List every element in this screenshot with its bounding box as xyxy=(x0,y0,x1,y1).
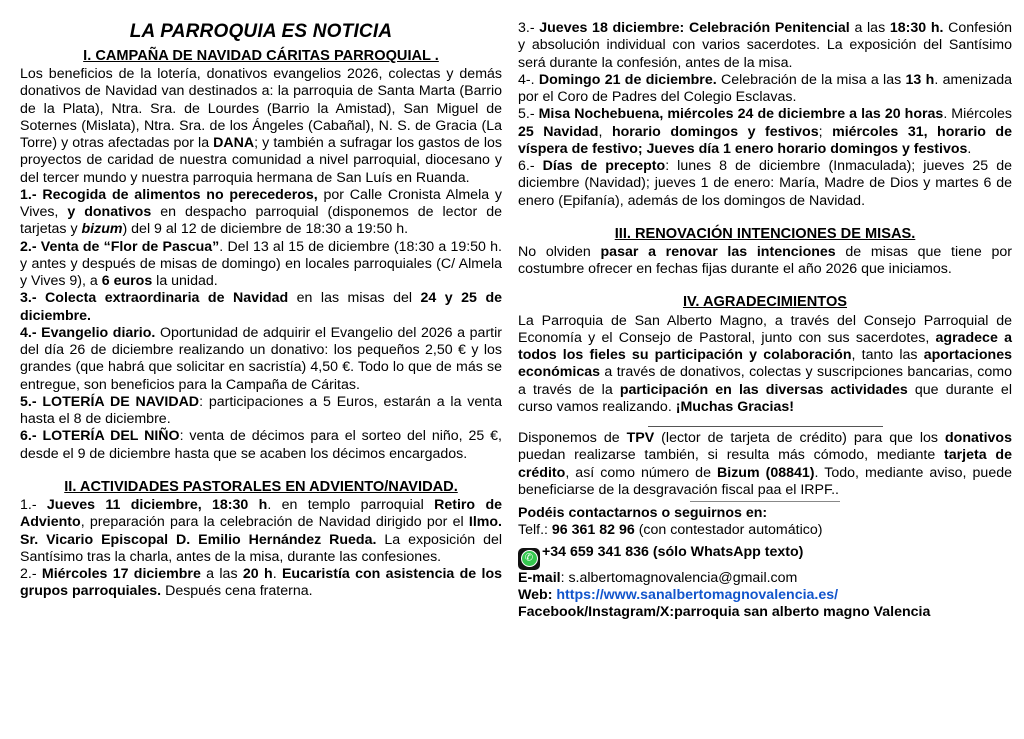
pastoral-item-3 xyxy=(518,20,1012,72)
section-iv-heading xyxy=(518,294,1012,311)
phone-line xyxy=(518,522,1012,539)
text-run: en las misas del xyxy=(288,290,421,307)
text-run: . Miércoles xyxy=(943,106,1013,123)
text-run: 96 361 82 96 xyxy=(551,522,635,539)
web-link[interactable]: https://www.sanalbertomagnovalencia.es/ xyxy=(556,586,839,603)
text-run: I. CAMPAÑA DE NAVIDAD CÁRITAS PARROQUIAL . xyxy=(83,48,439,64)
text-run: : lunes 8 de diciembre (Inmaculada); jueves 25 de diciembre (Navidad); jueves 1 de enero: María, Madre de Dios y martes 6 de enero (Epifanía), además de los domingos de Navidad. xyxy=(518,158,1012,209)
text-run: Eucaristía con asistencia de los grupos parroquiales. xyxy=(20,566,503,600)
text-run: Domingo 21 de diciembre. xyxy=(538,71,717,88)
text-run: LA PARROQUIA ES NOTICIA xyxy=(129,21,393,42)
text-run: , tanto las xyxy=(851,347,924,364)
text-run: Telf.: xyxy=(518,522,552,539)
text-run: , así como número de xyxy=(565,464,718,481)
spacer xyxy=(518,416,1012,424)
text-run: TPV xyxy=(626,430,655,447)
text-run: participación en las diversas actividades xyxy=(619,381,908,398)
text-run: . xyxy=(967,140,972,157)
contact-header xyxy=(518,505,1012,522)
text-run: Confesión y absolución individual con varios sacerdotes. La exposición del Santísimo será durante la confesión, antes de la misa. xyxy=(518,20,1013,71)
text-run: que durante el curso vamos realizando. xyxy=(518,381,1012,415)
text-run: Oportunidad de adquirir el Evangelio del 2026 a partir del día 26 de diciembre realizando un donativo: los pequeños 2,50 € y los grandes (que habrá que solicitar en sacristía) 4,50 €. Todo lo que de más se entregue, son beneficios para la Campaña de Cáritas. xyxy=(20,324,502,393)
right-column xyxy=(518,20,1012,739)
text-run: . amenizada por el Coro de Padres del Colegio Esclavas. xyxy=(518,71,1012,105)
text-run: , xyxy=(598,123,612,140)
text-run: ¡Muchas Gracias! xyxy=(675,398,794,415)
pastoral-item-5 xyxy=(518,106,1012,158)
text-run: puedan realizarse también, si resulta más cómodo, mediante xyxy=(518,447,945,464)
text-run: pasar a renovar las intenciones xyxy=(600,243,836,260)
text-run: 3.- Colecta extraordinaria de Navidad xyxy=(20,290,289,307)
text-run: tarjeta de crédito xyxy=(518,447,1012,481)
text-run: La Parroquia de San Alberto Magno, a través del Consejo Parroquial de Economía y el Consejo de Pastoral, junto con sus sacerdotes, xyxy=(518,312,1012,346)
pastoral-item-6 xyxy=(518,158,1012,210)
text-run: 20 h xyxy=(242,566,273,583)
divider-rule xyxy=(648,426,883,427)
phone-glyph: ✆ xyxy=(521,550,538,567)
text-run: . en templo parroquial xyxy=(267,497,435,514)
text-run: ; xyxy=(818,123,833,140)
text-run: 4-. xyxy=(518,71,539,88)
text-run: +34 659 341 836 (sólo WhatsApp texto) xyxy=(542,543,804,560)
text-run: : s.albertomagnovalencia@gmail.com xyxy=(560,569,798,586)
pastoral-item-1 xyxy=(20,497,502,566)
text-run: IV. AGRADECIMIENTOS xyxy=(682,294,848,311)
text-run: Facebook/Instagram/X:parroquia san alberto magno Valencia xyxy=(518,604,931,621)
text-run: La exposición del Santísimo tras la charla, antes de la misa, durante las confesiones. xyxy=(20,531,502,565)
text-run: Jueves 18 diciembre: Celebración Penitencial xyxy=(539,20,850,36)
text-run: Retiro de Adviento xyxy=(20,497,502,531)
section-i-heading xyxy=(20,48,502,65)
text-run: Celebración de la misa a las xyxy=(716,71,906,88)
text-run: Los beneficios de la lotería, donativos evangelios 2026, colectas y demás donativos de Navidad van destinados a: la parroquia de Santa Marta (Barrio de la Plata), Ntra. Sra. de Lourdes (Barrio la Amistad), San Miguel de Soternes (Mislata), Ntra. Sra. de los Ángeles (Cabañal), N. S. de Gracia (La Torre) y otras afectadas por la xyxy=(20,66,502,152)
whatsapp-icon xyxy=(518,548,540,570)
text-run: 4.- Evangelio diario. xyxy=(20,324,156,341)
text-run: III. RENOVACIÓN INTENCIONES DE MISAS. xyxy=(614,225,916,242)
text-run: donativos xyxy=(944,430,1012,447)
text-run: miércoles 31, horario de víspera de festivo; Jueves día 1 enero horario domingos y festivos xyxy=(518,123,1012,157)
text-run: agradece a todos los fieles su participación y colaboración xyxy=(518,329,1012,364)
text-run: a las xyxy=(200,566,243,583)
campaign-intro-paragraph xyxy=(20,66,502,187)
text-run: . Del 13 al 15 de diciembre (18:30 a 19:50 h. y antes y después de misas de domingo) en locales parroquiales (C/ Almela y Vives 9), a xyxy=(20,238,502,290)
renovacion-paragraph xyxy=(518,244,1012,279)
item-2-flor-de-pascua xyxy=(20,239,502,291)
spacer xyxy=(518,278,1012,294)
left-column xyxy=(20,20,502,739)
text-run: (con contestador automático) xyxy=(634,522,823,539)
text-run: . Todo, mediante aviso, puede beneficiarse de la desgravación fiscal paa el IRPF.. xyxy=(518,464,1012,498)
text-run: en despacho parroquial (disponemos de lector de tarjetas y xyxy=(20,204,502,238)
text-run: Misa Nochebuena, miércoles 24 de diciembre a las 20 horas xyxy=(538,106,944,123)
text-run: E-mail xyxy=(518,569,561,586)
text-run: DANA xyxy=(213,135,255,152)
whatsapp-line xyxy=(518,540,1012,570)
social-line xyxy=(518,604,1012,621)
item-1-recogida xyxy=(20,187,502,239)
text-run: : venta de décimos para el sorteo del niño, 25 €, desde el 9 de diciembre hasta que se acaben los décimos encargados. xyxy=(20,428,502,462)
pastoral-item-2 xyxy=(20,566,502,601)
text-run: (lector de tarjeta de crédito) para que los xyxy=(654,430,945,447)
text-run: Ilmo. Sr. Vicario Episcopal D. Emilio Hernández Rueda. xyxy=(20,514,502,548)
text-run: 3.- xyxy=(518,20,540,36)
pastoral-item-4 xyxy=(518,72,1012,107)
text-run: Después cena fraterna. xyxy=(161,583,313,600)
text-run: 25 Navidad xyxy=(518,123,599,140)
text-run: la unidad. xyxy=(152,273,218,290)
text-run: 2.- Venta de “Flor de Pascua” xyxy=(20,238,220,255)
text-run: 6.- xyxy=(518,158,543,174)
text-run: y donativos xyxy=(67,204,152,221)
text-run: No olviden xyxy=(518,243,601,260)
text-run: Disponemos de xyxy=(518,430,627,447)
text-run: aportaciones económicas xyxy=(518,347,1012,381)
text-run: 5.- LOTERÍA DE NAVIDAD xyxy=(20,393,200,410)
text-run: 13 h xyxy=(905,71,935,88)
text-run: ) del 9 al 12 de diciembre de 18:30 a 19:50 h. xyxy=(122,221,409,238)
text-run: ; y también a sufragar los gastos de los proyectos de caridad de nuestra comunidad a nivel parroquial, diocesano y del tercer mundo y nuestra parroquia hermana de San Luís en Ruanda. xyxy=(20,135,502,186)
text-run: 18:30 h. xyxy=(889,20,944,36)
text-run: Bizum (08841) xyxy=(717,464,815,481)
section-iii-heading xyxy=(518,226,1012,243)
text-run: de misas que tiene por costumbre ofrecer en fechas fijas durante el año 2026 que iniciamos. xyxy=(518,243,1013,278)
text-run: horario domingos y festivos xyxy=(611,123,819,140)
text-run: Web: xyxy=(518,586,557,603)
text-run: Jueves 11 diciembre, 18:30 h xyxy=(46,497,268,514)
text-run: 5.- xyxy=(518,106,539,123)
text-run: : participaciones a 5 Euros, estarán a la venta hasta el 8 de diciembre. xyxy=(20,393,502,428)
email-line xyxy=(518,570,1012,587)
section-ii-heading xyxy=(20,479,502,496)
text-run: a las xyxy=(849,20,890,36)
text-run: Días de precepto xyxy=(542,158,666,174)
agradecimientos-paragraph xyxy=(518,313,1012,417)
item-6-loteria-nino xyxy=(20,428,502,463)
text-run: 24 y 25 de diciembre. xyxy=(20,290,502,324)
text-run: Miércoles 17 diciembre xyxy=(41,566,201,583)
text-run: 1.- Recogida de alimentos no perecederos, xyxy=(20,186,318,203)
tpv-paragraph xyxy=(518,430,1012,499)
text-run: por Calle Cronista Almela y Vives, xyxy=(20,186,502,221)
web-line xyxy=(518,587,1012,604)
spacer xyxy=(518,210,1012,226)
item-4-evangelio xyxy=(20,325,502,394)
text-run: II. ACTIVIDADES PASTORALES EN ADVIENTO/NAVIDAD. xyxy=(64,478,458,495)
newsletter-title xyxy=(20,22,502,42)
text-run: 2.- xyxy=(20,566,42,583)
text-run: bizum xyxy=(81,221,123,238)
text-run: 6.- LOTERÍA DEL NIÑO xyxy=(20,428,180,445)
spacer xyxy=(20,463,502,479)
item-3-colecta xyxy=(20,290,502,325)
text-run: Podéis contactarnos o seguirnos en: xyxy=(518,505,768,522)
text-run: 1.- xyxy=(20,497,47,514)
text-run: . xyxy=(272,566,282,583)
text-run: , preparación para la celebración de Navidad dirigido por el xyxy=(80,514,469,531)
divider-rule xyxy=(690,501,840,502)
text-run: a través de donativos, colectas y suscripciones bancarias, como a través de la xyxy=(518,364,1012,398)
text-run: 6 euros xyxy=(101,273,153,290)
item-5-loteria-navidad xyxy=(20,394,502,429)
